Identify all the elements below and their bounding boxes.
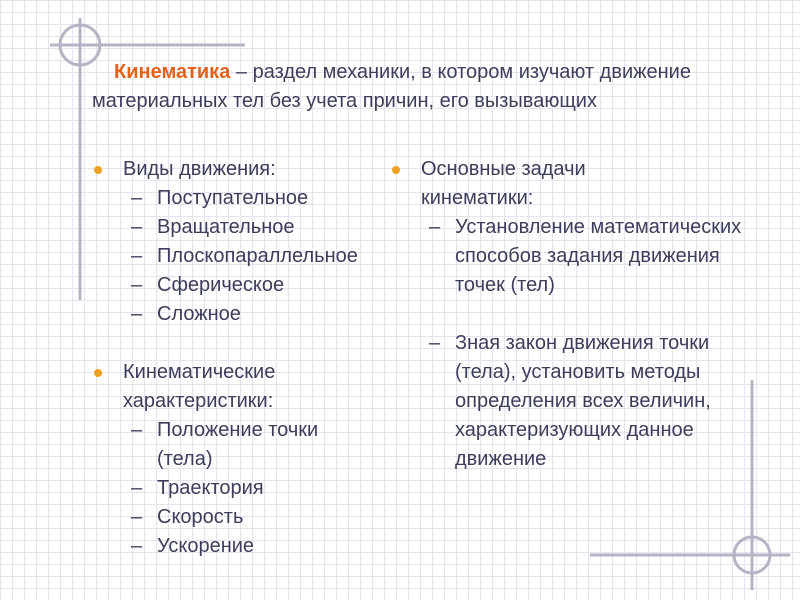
bullet-dot-icon (94, 166, 102, 174)
dash-icon: – (131, 419, 143, 441)
dash-icon: – (429, 332, 441, 354)
right-column (390, 155, 770, 474)
dash-icon: – (429, 216, 441, 238)
spacer (390, 300, 770, 329)
list-item: – Траектория (92, 474, 422, 503)
bullet-heading: Основные задачи кинематики: (421, 158, 586, 209)
dash-icon: – (131, 303, 143, 325)
list-item: – Ускорение (92, 532, 422, 561)
list-item: – Положение точки (тела) (92, 416, 367, 474)
left-column (92, 155, 422, 561)
dash-icon: – (131, 535, 143, 557)
bullet-dot-icon (94, 369, 102, 377)
slide-title (92, 58, 732, 116)
bullet-kinematic-characteristics (92, 358, 323, 416)
spacer (92, 329, 422, 358)
dash-icon: – (131, 187, 143, 209)
dash-icon: – (131, 274, 143, 296)
title-definition: – раздел механики, в котором изучают движение материальных тел без учета причин, его вызывающих (92, 61, 691, 112)
dash-icon: – (131, 216, 143, 238)
dash-icon: – (131, 477, 143, 499)
list-item: – Сложное (92, 300, 422, 329)
title-term: Кинематика (114, 61, 231, 83)
bullet-heading: Виды движения: (123, 158, 276, 180)
list-item: – Вращательное (92, 213, 422, 242)
list-item: – Поступательное (92, 184, 422, 213)
list-item: – Сферическое (92, 271, 422, 300)
list-item: – Скорость (92, 503, 422, 532)
list-item: – Плоскопараллельное (92, 242, 422, 271)
list-item: – Зная закон движения точки (тела), установить методы определения всех величин, характеризующих данное движение (390, 329, 755, 474)
bullet-heading: Кинематические характеристики: (123, 361, 276, 412)
bullet-main-tasks (390, 155, 641, 213)
bullet-dot-icon (392, 166, 400, 174)
dash-icon: – (131, 506, 143, 528)
dash-icon: – (131, 245, 143, 267)
list-item: – Установление математических способов задания движения точек (тел) (390, 213, 755, 300)
bullet-motion-types (92, 155, 422, 184)
